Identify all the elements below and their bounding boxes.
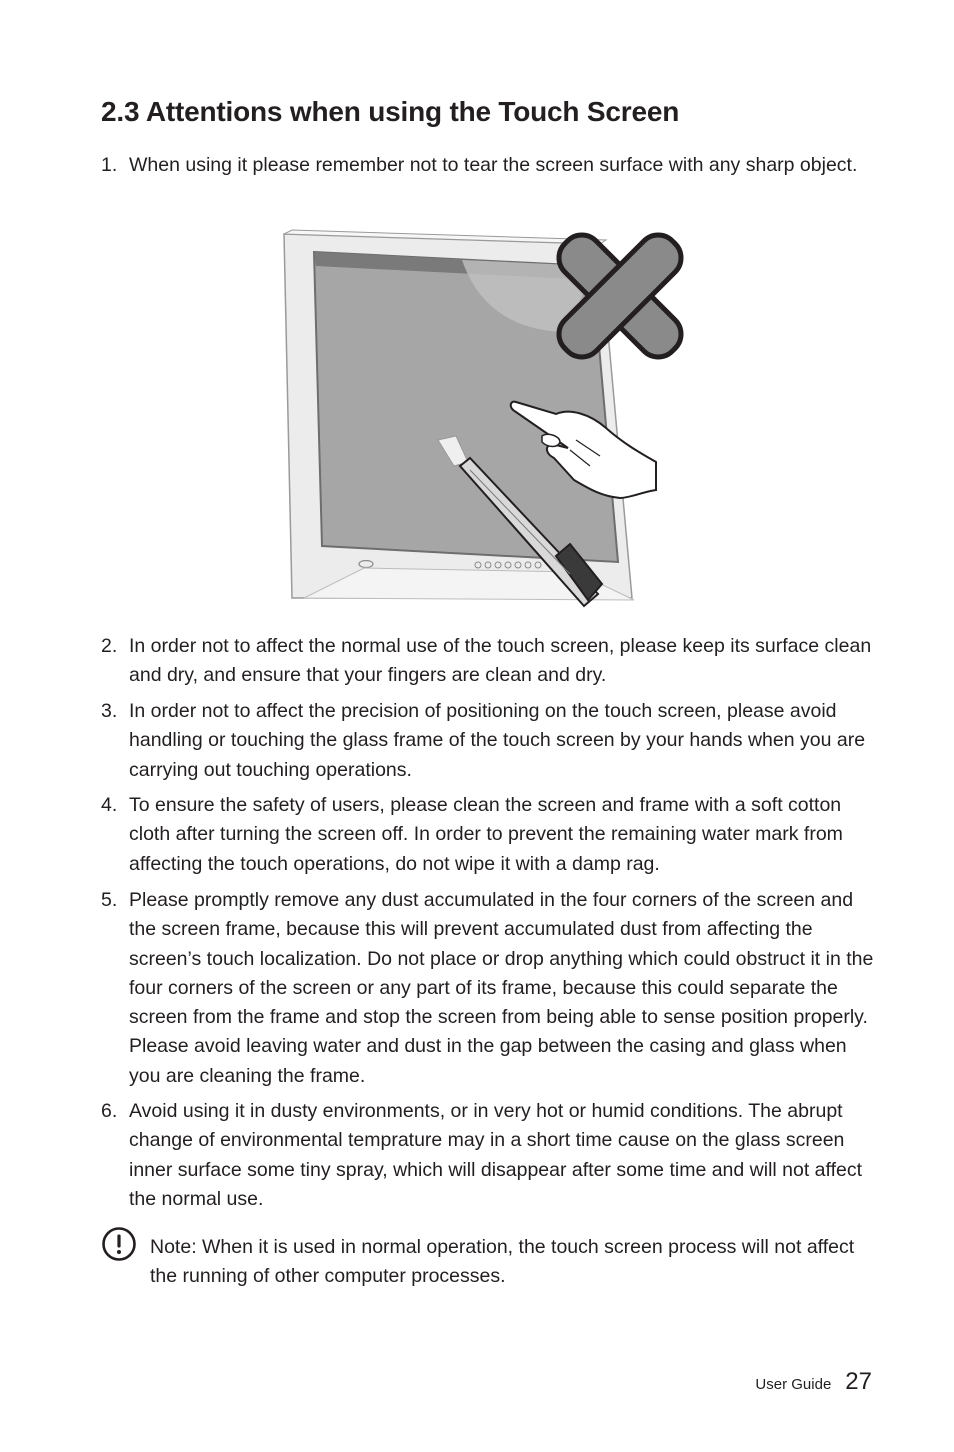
touch-screen-warning-illustration [270, 222, 690, 612]
attention-icon [101, 1226, 137, 1262]
page-number: 27 [845, 1368, 872, 1395]
footer-guide-label: User Guide [755, 1376, 832, 1393]
section-title: 2.3 Attentions when using the Touch Screen [101, 96, 680, 127]
list-item [101, 791, 881, 879]
note-content: When it is used in normal operation, the touch screen process will not affect the running of other computer processes. [150, 1236, 855, 1288]
list-item-text: When using it please remember not to tear the screen surface with any sharp object. [129, 154, 858, 176]
list-item [101, 632, 881, 691]
list-item-number: 4. [101, 794, 118, 816]
list-item [101, 1097, 881, 1214]
list-item-text: To ensure the safety of users, please clean the screen and frame with a soft cotton cloth after turning the screen off. In order to prevent the remaining water mark from affecting the touch operations, do not wipe it with a damp rag. [129, 794, 843, 875]
list-item-number: 5. [101, 889, 118, 911]
note-text [150, 1226, 881, 1292]
list-item [101, 697, 881, 785]
list-item [101, 886, 881, 1091]
list-item-number: 6. [101, 1100, 118, 1122]
list-item-text: In order not to affect the precision of positioning on the touch screen, please avoid handling or touching the glass frame of the touch screen by your hands when you are carrying out touching operations. [129, 700, 866, 781]
note-label: Note: [150, 1236, 197, 1258]
page-footer [755, 1368, 872, 1396]
list-item-number: 2. [101, 635, 118, 657]
list-item-text: In order not to affect the normal use of the touch screen, please keep its surface clean and dry, and ensure that your fingers are clean and dry. [129, 635, 872, 687]
list-item-number: 3. [101, 700, 118, 722]
list-item-text: Please promptly remove any dust accumulated in the four corners of the screen and the screen frame, because this will prevent accumulated dust from affecting the screen’s touch localization. Do not place or drop anything which could obstruct it in the four corners of the screen or any part of its frame, because this could separate the screen from the frame and stop the screen from being able to sense position properly. Please avoid leaving water and dust in the gap between the casing and glass when you are cleaning the frame. [129, 889, 874, 1087]
note-callout [101, 1226, 881, 1292]
list-item [101, 151, 881, 180]
list-item-text: Avoid using it in dusty environments, or in very hot or humid conditions. The abrupt change of environmental temprature may in a short time cause on the glass screen inner surface some tiny spray, which will disappear after some time and will not affect the normal use. [129, 1100, 863, 1210]
list-item-number: 1. [101, 154, 118, 176]
